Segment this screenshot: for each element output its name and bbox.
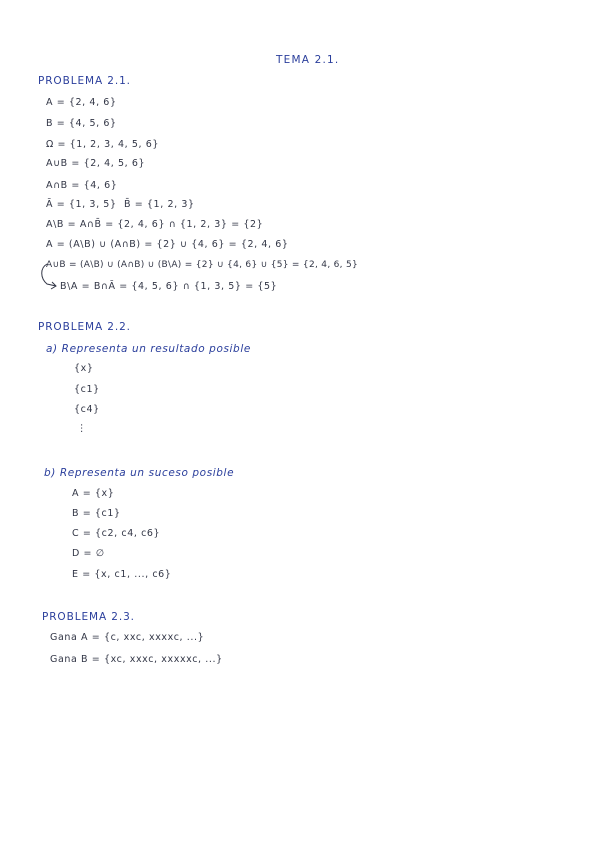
difference-b-a: B\A = B∩Ā = {4, 5, 6} ∩ {1, 3, 5} = {5} — [60, 281, 278, 292]
event-item: B = {c1} — [72, 508, 121, 519]
set-a: A = {2, 4, 6} — [46, 97, 117, 108]
intersection-ab: A∩B = {4, 6} — [46, 180, 118, 191]
sample-space: Ω = {1, 2, 3, 4, 5, 6} — [46, 139, 160, 150]
vertical-ellipsis: ⋮ — [77, 423, 88, 434]
union-ab: A∪B = {2, 4, 5, 6} — [46, 158, 146, 169]
problem-2-heading: PROBLEMA 2.2. — [38, 321, 131, 333]
decomposition-a: A = (A\B) ∪ (A∩B) = {2} ∪ {4, 6} = {2, 4, 6} — [46, 239, 289, 250]
problem-1-heading: PROBLEMA 2.1. — [38, 75, 131, 87]
outcome-item: {c1} — [74, 384, 100, 395]
player-a-wins: Gana A = {c, xxc, xxxxc, ...} — [50, 632, 205, 643]
part-b-label: b) Representa un suceso posible — [44, 467, 235, 479]
player-b-wins: Gana B = {xc, xxxc, xxxxxc, ...} — [50, 654, 223, 665]
event-item: E = {x, c1, ..., c6} — [72, 569, 172, 580]
page-title: TEMA 2.1. — [276, 54, 340, 66]
complement-b: B̄ = {1, 2, 3} — [124, 199, 195, 210]
problem-3-heading: PROBLEMA 2.3. — [42, 611, 135, 623]
outcome-item: {x} — [74, 363, 94, 374]
outcome-item: {c4} — [74, 404, 100, 415]
event-item: A = {x} — [72, 488, 115, 499]
set-b: B = {4, 5, 6} — [46, 118, 117, 129]
event-item: D = ∅ — [72, 548, 105, 559]
curved-arrow-icon — [38, 262, 62, 292]
complement-a: Ā = {1, 3, 5} — [46, 199, 117, 210]
part-a-label: a) Representa un resultado posible — [46, 343, 251, 355]
event-item: C = {c2, c4, c6} — [72, 528, 161, 539]
decomposition-union: A∪B = (A\B) ∪ (A∩B) ∪ (B\A) = {2} ∪ {4, 6} ∪ {5} = {2, 4, 6, 5} — [46, 260, 359, 270]
difference-a-b: A\B = A∩B̄ = {2, 4, 6} ∩ {1, 2, 3} = {2} — [46, 219, 264, 230]
